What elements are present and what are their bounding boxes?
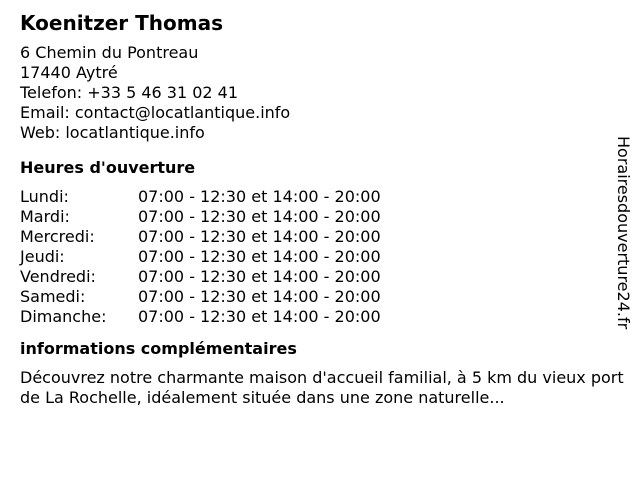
day-times: 07:00 - 12:30 et 14:00 - 20:00 <box>138 227 381 246</box>
hours-row <box>20 187 610 207</box>
address-city: 17440 Aytré <box>20 63 118 82</box>
contact-block <box>20 43 610 143</box>
day-label: Samedi: <box>20 287 86 306</box>
hours-row <box>20 247 610 267</box>
hours-row <box>20 307 610 327</box>
hours-heading: Heures d'ouverture <box>20 158 196 177</box>
day-label: Mercredi: <box>20 227 95 246</box>
day-times: 07:00 - 12:30 et 14:00 - 20:00 <box>138 307 381 326</box>
day-label: Dimanche: <box>20 307 107 326</box>
hours-row <box>20 207 610 227</box>
hours-row <box>20 227 610 247</box>
email-line: Email: contact@locatlantique.info <box>20 103 291 122</box>
day-times: 07:00 - 12:30 et 14:00 - 20:00 <box>138 267 381 286</box>
phone-line: Telefon: +33 5 46 31 02 41 <box>20 83 239 102</box>
day-label: Jeudi: <box>20 247 65 266</box>
address-street: 6 Chemin du Pontreau <box>20 43 199 62</box>
day-times: 07:00 - 12:30 et 14:00 - 20:00 <box>138 287 381 306</box>
day-times: 07:00 - 12:30 et 14:00 - 20:00 <box>138 247 381 266</box>
web-line: Web: locatlantique.info <box>20 123 205 142</box>
hours-row <box>20 267 610 287</box>
business-name: Koenitzer Thomas <box>20 11 223 35</box>
day-times: 07:00 - 12:30 et 14:00 - 20:00 <box>138 207 381 226</box>
hours-row <box>20 287 610 307</box>
site-watermark: Horairesdouverture24.fr <box>614 136 633 330</box>
day-label: Lundi: <box>20 187 69 206</box>
info-heading: informations complémentaires <box>20 339 297 358</box>
day-label: Mardi: <box>20 207 70 226</box>
day-times: 07:00 - 12:30 et 14:00 - 20:00 <box>138 187 381 206</box>
info-description: Découvrez notre charmante maison d'accueil familial, à 5 km du vieux port de La Rochelle, idéalement située dans une zone naturelle... <box>20 368 624 407</box>
day-label: Vendredi: <box>20 267 96 286</box>
hours-table <box>20 187 610 327</box>
